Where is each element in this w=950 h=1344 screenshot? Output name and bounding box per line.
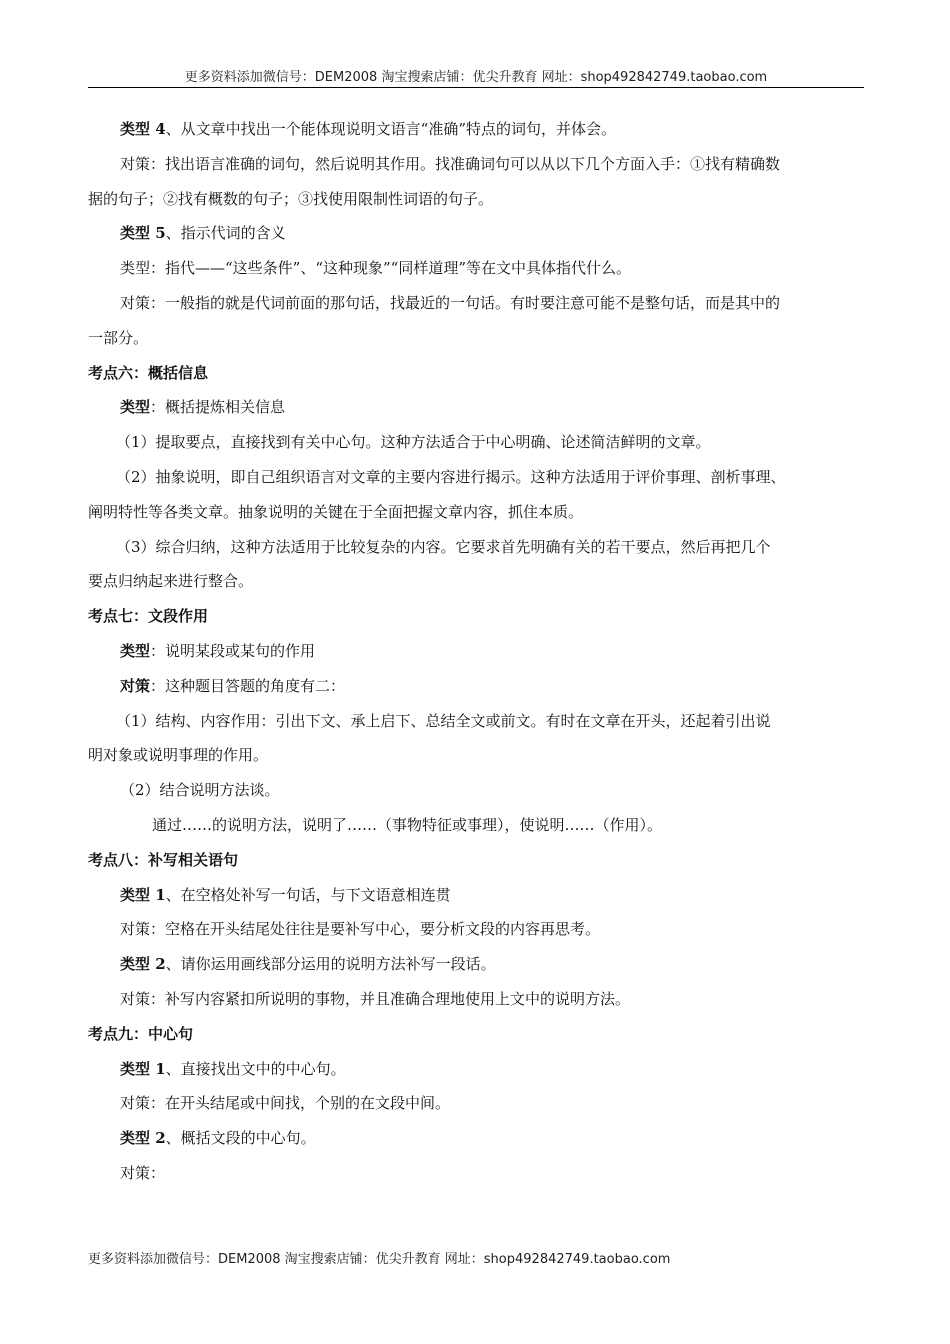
paragraph-line: 类型：概括提炼相关信息: [120, 398, 286, 417]
paragraph-line: 类型：指代——“这些条件”、“这种现象”“同样道理”等在文中具体指代什么。: [120, 259, 632, 278]
section-heading: 考点七：文段作用: [88, 607, 209, 626]
paragraph-line: 对策：这种题目答题的角度有二：: [120, 676, 346, 695]
section-heading: 考点九：中心句: [88, 1024, 194, 1043]
paragraph-line: 类型 2、请你运用画线部分运用的说明方法补写一段话。: [120, 955, 496, 974]
section-heading: 考点六：概括信息: [88, 363, 209, 382]
type-label: 类型 1: [120, 885, 166, 904]
paragraph-line: 对策：补写内容紧扣所说明的事物，并且准确合理地使用上文中的说明方法。: [120, 989, 631, 1008]
paragraph-line: 类型 1、直接找出文中的中心句。: [120, 1059, 346, 1078]
paragraph-line: 一部分。: [88, 328, 149, 347]
paragraph-line: 通过……的说明方法，说明了……（事物特征或事理），使说明……（作用）。: [152, 815, 663, 834]
type-label: 类型 2: [120, 955, 166, 974]
page-footer: 更多资料添加微信号：DEM2008 淘宝搜索店铺：优尖升教育 网址：shop492842749.taobao.com: [88, 1252, 671, 1267]
paragraph-line: （2）结合说明方法谈。: [120, 781, 280, 800]
paragraph-line: 类型 1、在空格处补写一句话，与下文语意相连贯: [120, 885, 451, 904]
type-label: 类型 1: [120, 1059, 166, 1078]
paragraph-line: 要点归纳起来进行整合。: [88, 572, 254, 591]
section-heading: 考点八：补写相关语句: [88, 850, 239, 869]
paragraph-line: （1）结构、内容作用：引出下文、承上启下、总结全文或前文。有时在文章在开头，还起着引出说: [116, 711, 771, 730]
paragraph-line: 类型 4、从文章中找出一个能体现说明文语言“准确”特点的词句，并体会。: [120, 120, 617, 138]
paragraph-line: 类型 2、概括文段的中心句。: [120, 1129, 316, 1148]
paragraph-line: 据的句子；②找有概数的句子；③找使用限制性词语的句子。: [88, 189, 494, 208]
paragraph-line: 类型：说明某段或某句的作用: [120, 641, 316, 660]
type-label: 类型 5: [120, 224, 166, 243]
page-header: 更多资料添加微信号：DEM2008 淘宝搜索店铺：优尖升教育 网址：shop492842749.taobao.com: [184, 70, 768, 85]
paragraph-line: （1）提取要点，直接找到有关中心句。这种方法适合于中心明确、论述简洁鲜明的文章。: [116, 433, 711, 452]
paragraph-line: （3）综合归纳，这种方法适用于比较复杂的内容。它要求首先明确有关的若干要点，然后再把几个: [116, 537, 771, 556]
type-label: 类型: [120, 641, 151, 660]
paragraph-line: 对策：一般指的就是代词前面的那句话，找最近的一句话。有时要注意可能不是整句话，而是其中的: [120, 293, 781, 312]
type-label: 类型 4: [120, 120, 166, 138]
paragraph-line: 类型 5、指示代词的含义: [120, 224, 286, 243]
paragraph-line: 对策：在开头结尾或中间找，个别的在文段中间。: [120, 1094, 451, 1113]
header-divider: [88, 87, 864, 88]
type-label: 类型: [120, 398, 151, 417]
strategy-label: 对策: [120, 676, 151, 695]
paragraph-line: 对策：空格在开头结尾处往往是要补写中心，要分析文段的内容再思考。: [120, 920, 601, 939]
paragraph-line: 对策：找出语言准确的词句，然后说明其作用。找准确词句可以从以下几个方面入手：①找有精确数: [120, 154, 781, 173]
paragraph-line: 明对象或说明事理的作用。: [88, 746, 269, 765]
paragraph-line: （2）抽象说明，即自己组织语言对文章的主要内容进行揭示。这种方法适用于评价事理、剖析事理、: [116, 467, 786, 486]
type-label: 类型 2: [120, 1129, 166, 1148]
paragraph-line: 阐明特性等各类文章。抽象说明的关键在于全面把握文章内容，抓住本质。: [88, 502, 584, 521]
document-body: [88, 112, 864, 1191]
paragraph-line: 对策：: [120, 1163, 166, 1182]
